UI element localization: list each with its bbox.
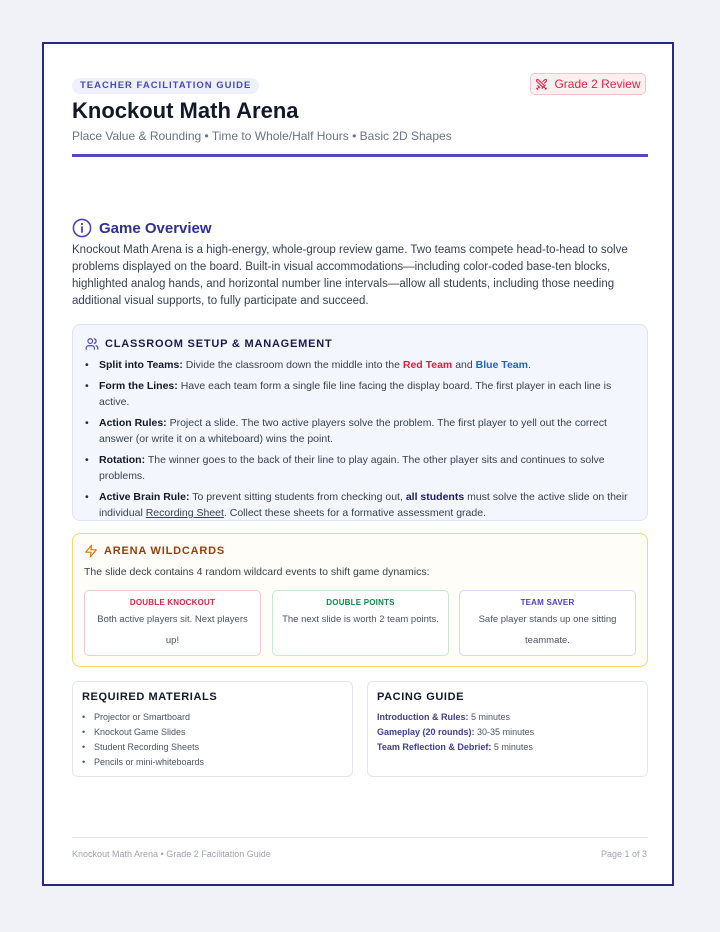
item-label: Active Brain Rule: bbox=[99, 491, 190, 503]
wildcard-title: TEAM SAVER bbox=[520, 598, 575, 607]
grade-badge bbox=[530, 73, 646, 95]
pacing-value: 30-35 minutes bbox=[477, 727, 535, 737]
required-materials-box bbox=[72, 681, 353, 777]
item-label: Form the Lines: bbox=[99, 380, 178, 392]
wildcard-double-points bbox=[272, 590, 449, 656]
list-item: • Knockout Game Slides bbox=[82, 725, 204, 740]
item-text: Divide the classroom down the middle into the bbox=[185, 359, 400, 371]
pacing-heading: PACING GUIDE bbox=[377, 691, 465, 703]
list-item: • Student Recording Sheets bbox=[82, 740, 204, 755]
item-label: Split into Teams: bbox=[99, 359, 183, 371]
setup-heading-label: CLASSROOM SETUP & MANAGEMENT bbox=[105, 338, 333, 350]
pacing-label: Introduction & Rules: bbox=[377, 712, 469, 722]
materials-list bbox=[82, 710, 204, 770]
overview-heading: Game Overview bbox=[99, 220, 212, 237]
item-text: . Collect these sheets for a formative assessment grade. bbox=[223, 507, 486, 519]
list-item bbox=[85, 357, 637, 373]
item-text: To prevent sitting students from checking out, bbox=[192, 491, 403, 503]
overview-paragraph: Knockout Math Arena is a high-energy, whole-group review game. Two teams compete head-to-head to solve problems displayed on the board. Built-in visual accommodations—including color-coded base-ten blocks, highlighted analog hands, and horizontal number line intervals—allow all students, including those needing additional visual supports, to fully participate and succeed. bbox=[72, 244, 628, 307]
wildcard-desc: The next slide is worth 2 team points. bbox=[282, 614, 439, 625]
pacing-guide-box bbox=[367, 681, 648, 777]
wildcard-team-saver bbox=[459, 590, 636, 656]
item-text: . bbox=[527, 359, 531, 371]
blue-team-label: Blue Team bbox=[475, 359, 528, 371]
item-text: Project a slide. The two active players solve the problem. The first player to yell out the correct answer (or write it on a whiteboard) wins the point. bbox=[99, 417, 607, 445]
info-circle-icon bbox=[72, 218, 92, 238]
list-item bbox=[85, 489, 637, 521]
item-text: must solve the active slide on their individual bbox=[99, 491, 628, 519]
recording-sheet-link[interactable]: Recording Sheet bbox=[145, 507, 224, 519]
crossed-swords-icon bbox=[535, 78, 548, 91]
page-title: Knockout Math Arena bbox=[72, 98, 299, 123]
pacing-value: 5 minutes bbox=[493, 742, 533, 752]
wildcard-title: DOUBLE POINTS bbox=[326, 598, 395, 607]
wildcards-heading-label: ARENA WILDCARDS bbox=[104, 545, 225, 557]
pacing-list bbox=[377, 710, 534, 755]
item-text: and bbox=[455, 359, 473, 371]
materials-heading: REQUIRED MATERIALS bbox=[82, 691, 218, 703]
grade-badge-label: Grade 2 Review bbox=[554, 77, 641, 91]
lightning-bolt-icon bbox=[84, 544, 98, 558]
guide-tag: TEACHER FACILITATION GUIDE bbox=[72, 78, 259, 94]
item-text: Have each team form a single file line facing the display board. The first player in each line is active. bbox=[99, 380, 612, 408]
list-item bbox=[85, 452, 637, 484]
setup-heading bbox=[85, 337, 333, 351]
pacing-label: Team Reflection & Debrief: bbox=[377, 742, 492, 752]
list-item: • Projector or Smartboard bbox=[82, 710, 204, 725]
wildcard-title: DOUBLE KNOCKOUT bbox=[129, 598, 216, 607]
pacing-row bbox=[377, 740, 534, 755]
item-label: Rotation: bbox=[99, 454, 146, 466]
title-divider bbox=[72, 154, 648, 157]
wildcard-double-knockout bbox=[84, 590, 261, 656]
pacing-label: Gameplay (20 rounds): bbox=[377, 727, 475, 737]
wildcards-intro: The slide deck contains 4 random wildcard events to shift game dynamics: bbox=[84, 566, 430, 578]
pacing-row bbox=[377, 725, 534, 740]
list-item bbox=[85, 415, 637, 447]
wildcard-desc: Safe player stands up one sitting teammate. bbox=[478, 614, 617, 646]
wildcards-heading bbox=[84, 544, 225, 558]
pacing-row bbox=[377, 710, 534, 725]
footer-divider bbox=[72, 837, 648, 838]
setup-list bbox=[85, 357, 637, 526]
wildcard-desc: Both active players sit. Next players up! bbox=[97, 614, 248, 646]
red-team-label: Red Team bbox=[402, 359, 453, 371]
all-students-highlight: all students bbox=[405, 491, 465, 503]
list-item bbox=[85, 378, 637, 410]
list-item: • Pencils or mini-whiteboards bbox=[82, 755, 204, 770]
pacing-value: 5 minutes bbox=[471, 712, 511, 722]
users-icon bbox=[85, 337, 99, 351]
classroom-setup-panel bbox=[72, 324, 648, 521]
page-number: Page 1 of 3 bbox=[601, 849, 648, 859]
page-subtitle: Place Value & Rounding • Time to Whole/Half Hours • Basic 2D Shapes bbox=[72, 129, 452, 143]
footer-title: Knockout Math Arena • Grade 2 Facilitation Guide bbox=[72, 849, 271, 859]
item-text: The winner goes to the back of their line to play again. The other player sits and continues to solve problems. bbox=[99, 454, 605, 482]
arena-wildcards-panel bbox=[72, 533, 648, 667]
document-page bbox=[42, 42, 674, 886]
item-label: Action Rules: bbox=[99, 417, 167, 429]
